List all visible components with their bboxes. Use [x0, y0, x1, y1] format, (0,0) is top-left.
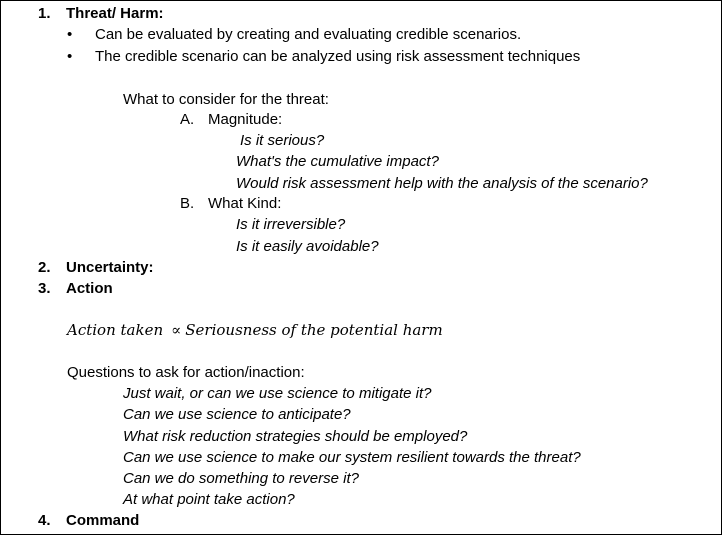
action-question-4: Can we use science to make our system resilient towards the threat?: [123, 449, 581, 466]
action-question-3: What risk reduction strategies should be employed?: [123, 428, 468, 445]
bullet-icon: •: [67, 26, 73, 43]
threat-consider-heading: What to consider for the threat:: [123, 91, 329, 108]
proportional-icon: ∝: [171, 321, 182, 339]
item-b-letter: B.: [180, 195, 195, 212]
item-b-label: What Kind:: [208, 195, 282, 212]
bullet-icon: •: [67, 48, 73, 65]
section-3-title: Action: [66, 280, 113, 297]
section-1-number: 1.: [38, 5, 51, 22]
item-a-letter: A.: [180, 111, 195, 128]
action-question-5: Can we do something to reverse it?: [123, 470, 359, 487]
threat-bullet-2: The credible scenario can be analyzed using risk assessment techniques: [95, 48, 581, 65]
formula-right: Seriousness of the potential harm: [185, 321, 443, 339]
action-formula: [67, 320, 443, 340]
section-4-title: Command: [66, 512, 140, 529]
section-1-title: Threat/ Harm:: [66, 5, 164, 22]
section-3-number: 3.: [38, 280, 51, 297]
magnitude-question-2: What's the cumulative impact?: [236, 153, 439, 170]
magnitude-question-3: Would risk assessment help with the analysis of the scenario?: [236, 175, 648, 192]
action-question-1: Just wait, or can we use science to mitigate it?: [123, 385, 432, 402]
threat-bullet-1: Can be evaluated by creating and evaluating credible scenarios.: [95, 26, 522, 43]
action-question-2: Can we use science to anticipate?: [123, 406, 351, 423]
action-question-6: At what point take action?: [123, 491, 295, 508]
item-a-label: Magnitude:: [208, 111, 283, 128]
section-4-number: 4.: [38, 512, 51, 529]
formula-left: Action taken: [67, 321, 164, 339]
section-2-number: 2.: [38, 259, 51, 276]
kind-question-2: Is it easily avoidable?: [236, 238, 379, 255]
kind-question-1: Is it irreversible?: [236, 216, 346, 233]
section-2-title: Uncertainty:: [66, 259, 154, 276]
action-questions-heading: Questions to ask for action/inaction:: [67, 364, 305, 381]
magnitude-question-1: Is it serious?: [240, 132, 325, 149]
